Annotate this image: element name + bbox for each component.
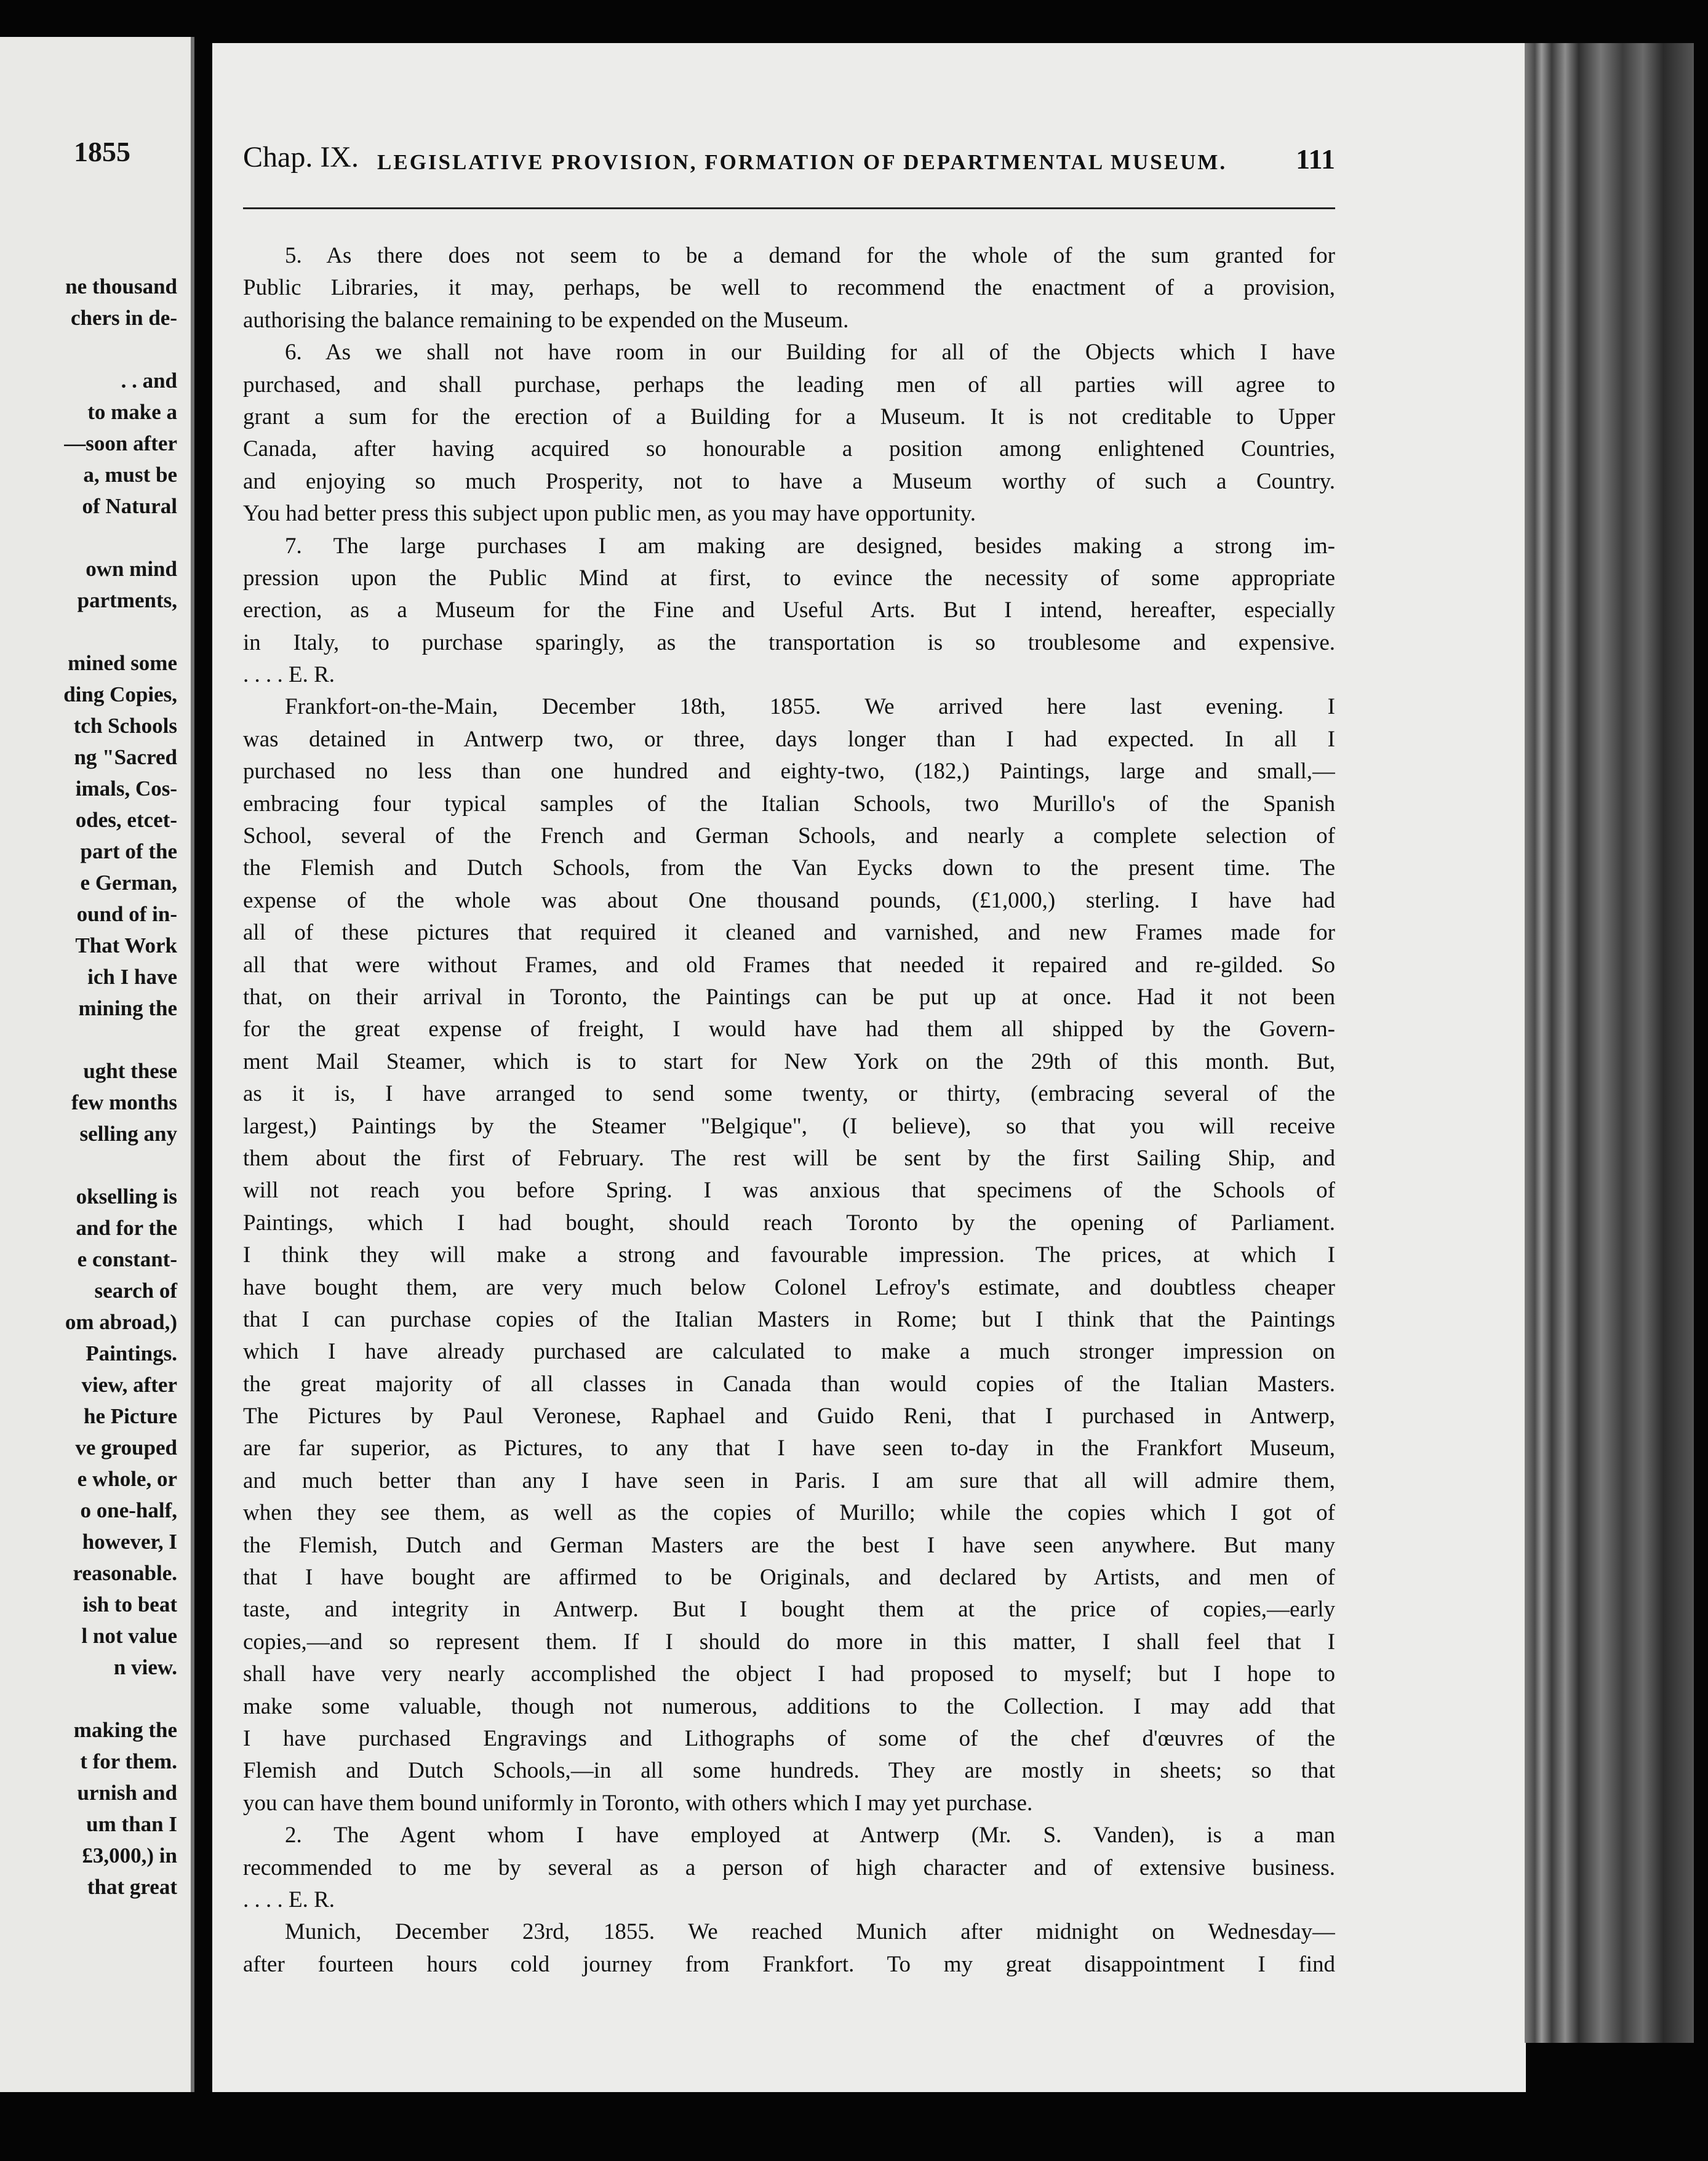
text-line: Flemish and Dutch Schools,—in all some hundreds. They are mostly in sheets; so that [243,1758,1335,1784]
left-page-line: selling any [79,1122,177,1146]
text-line: that I can purchase copies of the Italian Masters in Rome; but I think that the Paintings [243,1306,1335,1332]
left-page-line: n view. [113,1655,177,1679]
text-line: after fourteen hours cold journey from Frankfort. To my great disappointment I find [243,1951,1335,1977]
left-page-text [0,271,177,1903]
left-page-line: urnish and [77,1781,177,1805]
text-line: You had better press this subject upon public men, as you may have opportunity. [243,501,976,527]
left-page-line: Paintings. [86,1341,177,1365]
left-page-line [0,1149,177,1181]
left-page-line [0,334,177,365]
text-line: and enjoying so much Prosperity, not to have a Museum worthy of such a Country. [243,468,1335,494]
left-page-line: odes, etcet- [75,808,177,832]
text-line: the great majority of all classes in Canada than would copies of the Italian Masters. [243,1371,1335,1397]
left-page-line: ich I have [87,965,177,989]
text-line: Paintings, which I had bought, should reach Toronto by the opening of Parliament. [243,1210,1335,1236]
left-page-line: mining the [78,996,177,1020]
left-page-line: of Natural [82,494,177,518]
text-line: the Flemish and Dutch Schools, from the Van Eycks down to the present time. The [243,855,1335,881]
left-page-line: ne thousand [65,274,177,298]
left-page-line: £3,000,) in [82,1843,177,1867]
left-page-line: part of the [80,839,177,863]
left-page-line: ound of in- [76,902,177,926]
left-page-line: reasonable. [73,1561,177,1585]
left-page-line [0,1024,177,1055]
left-page-line: partments, [77,588,177,612]
text-line: 7. The large purchases I am making are designed, besides making a strong im- [285,533,1335,559]
text-line: recommended to me by several as a person of high character and of extensive business. [243,1855,1335,1880]
text-line: that I have bought are affirmed to be Originals, and declared by Artists, and men of [243,1565,1335,1591]
left-page-line: making the [73,1718,177,1742]
text-line: Canada, after having acquired so honourable a position among enlightened Countries, [243,436,1335,462]
text-line: largest,) Paintings by the Steamer "Belgique", (I believe), so that you will receive [243,1113,1335,1139]
left-page-line: search of [94,1279,177,1303]
text-line: them about the first of February. The rest will be sent by the first Sailing Ship, and [243,1145,1335,1171]
text-line: I think they will make a strong and favourable impression. The prices, at which I [243,1242,1335,1268]
text-line: grant a sum for the erection of a Building for a Museum. It is not creditable to Upper [243,404,1335,429]
left-page-line: That Work [75,933,177,957]
left-page-header: 1855 [74,136,130,167]
text-line: all of these pictures that required it cleaned and varnished, and new Frames made for [243,920,1335,946]
text-line: all that were without Frames, and old Frames that needed it repaired and re-gilded. So [243,952,1335,978]
text-line: purchased no less than one hundred and eighty-two, (182,) Paintings, large and small,— [243,759,1335,785]
left-page-line: view, after [81,1373,177,1397]
text-line: the Flemish, Dutch and German Masters are the best I have seen anywhere. But many [243,1532,1335,1558]
left-page-line: and for the [76,1216,177,1240]
left-page-line: l not value [81,1624,177,1648]
header-rule [243,207,1335,209]
text-line: purchased, and shall purchase, perhaps the leading men of all parties will agree to [243,372,1335,397]
text-line: that, on their arrival in Toronto, the Paintings can be put up at once. Had it not been [243,984,1335,1010]
text-line: Frankfort-on-the-Main, December 18th, 1855. We arrived here last evening. I [285,694,1335,720]
text-line: you can have them bound uniformly in Toronto, with others which I may yet purchase. [243,1790,1033,1816]
page-edges [1525,43,1694,2043]
left-page-line: he Picture [84,1404,177,1428]
left-page-line: however, I [82,1530,177,1554]
body-text [243,240,1335,1981]
text-line: in Italy, to purchase sparingly, as the transportation is so troublesome and expensive. [243,629,1335,655]
text-line: which I have already purchased are calculated to make a much stronger impression on [243,1339,1335,1365]
left-page-line: e German, [80,871,177,895]
left-page-fragment [0,37,194,2092]
left-page-line: mined some [68,651,177,675]
text-line: shall have very nearly accomplished the object I had proposed to myself; but I hope to [243,1661,1335,1687]
left-page-line [0,522,177,553]
text-line: ment Mail Steamer, which is to start for New York on the 29th of this month. But, [243,1049,1335,1074]
text-line: expense of the whole was about One thousand pounds, (£1,000,) sterling. I have had [243,887,1335,913]
text-line: 6. As we shall not have room in our Building for all of the Objects which I have [285,340,1335,365]
text-line: Munich, December 23rd, 1855. We reached Munich after midnight on Wednesday— [285,1919,1335,1945]
text-line: 5. As there does not seem to be a demand for the whole of the sum granted for [285,243,1335,268]
text-line: are far superior, as Pictures, to any that I have seen to-day in the Frankfort Museum, [243,1436,1335,1461]
left-page-line [0,616,177,647]
left-page-line: ding Copies, [63,682,177,706]
left-page-line: um than I [86,1812,177,1836]
text-line: have bought them, are very much below Colonel Lefroy's estimate, and doubtless cheaper [243,1274,1335,1300]
text-line: embracing four typical samples of the Italian Schools, two Murillo's of the Spanish [243,791,1335,817]
text-line: will not reach you before Spring. I was anxious that specimens of the Schools of [243,1178,1335,1204]
left-page-line: t for them. [80,1749,177,1773]
left-page-line: ught these [83,1059,177,1083]
left-page-line: e constant- [77,1247,177,1271]
text-line: erection, as a Museum for the Fine and Useful Arts. But I intend, hereafter, especially [243,597,1335,623]
left-page-line: tch Schools [73,714,177,738]
text-line: . . . . E. R. [243,1887,335,1912]
left-page-line: imals, Cos- [75,777,177,801]
text-line: taste, and integrity in Antwerp. But I bought them at the price of copies,—early [243,1597,1335,1623]
left-page-line: few months [71,1090,177,1114]
text-line: The Pictures by Paul Veronese, Raphael and Guido Reni, that I purchased in Antwerp, [243,1404,1335,1429]
running-header [243,140,1335,183]
text-line: was detained in Antwerp two, or three, days longer than I had expected. In all I [243,726,1335,752]
text-line: and much better than any I have seen in Paris. I am sure that all will admire them, [243,1468,1335,1493]
left-page-line: ng "Sacred [74,745,177,769]
left-page-line: own mind [86,557,177,581]
text-line: I have purchased Engravings and Lithographs of some of the chef d'œuvres of the [243,1725,1335,1751]
left-page-line: to make a [87,400,177,424]
page-number: 111 [1296,143,1335,175]
left-page-line: om abroad,) [65,1310,177,1334]
left-page-line: e whole, or [77,1467,177,1491]
left-page-line: chers in de- [70,306,177,330]
text-line: Public Libraries, it may, perhaps, be well to recommend the enactment of a provision, [243,275,1335,301]
left-page-line: o one-half, [80,1498,177,1522]
text-line: when they see them, as well as the copies of Murillo; while the copies which I got of [243,1500,1335,1526]
left-page-line: —soon after [64,431,177,455]
left-page-line: okselling is [76,1184,177,1208]
text-line: for the great expense of freight, I would have had them all shipped by the Govern- [243,1017,1335,1042]
left-page-line [0,1683,177,1714]
left-page-line: ve grouped [75,1436,177,1460]
left-page-line: ish to beat [82,1592,177,1616]
running-title: LEGISLATIVE PROVISION, FORMATION OF DEPARTMENTAL MUSEUM. [377,150,1227,174]
text-line: pression upon the Public Mind at first, to evince the necessity of some appropriate [243,565,1335,591]
chapter-label: Chap. IX. [243,141,359,174]
text-line: copies,—and so represent them. If I should do more in this matter, I shall feel that I [243,1629,1335,1655]
left-page-line: . . and [121,369,177,393]
text-line: School, several of the French and German Schools, and nearly a complete selection of [243,823,1335,849]
text-line: as it is, I have arranged to send some twenty, or thirty, (embracing several of the [243,1081,1335,1107]
text-line: authorising the balance remaining to be expended on the Museum. [243,307,849,333]
text-line: make some valuable, though not numerous, additions to the Collection. I may add that [243,1693,1335,1719]
text-line: . . . . E. R. [243,662,335,688]
left-page-line: that great [87,1875,177,1899]
text-line: 2. The Agent whom I have employed at Antwerp (Mr. S. Vanden), is a man [285,1823,1335,1848]
left-page-line: a, must be [83,463,177,487]
